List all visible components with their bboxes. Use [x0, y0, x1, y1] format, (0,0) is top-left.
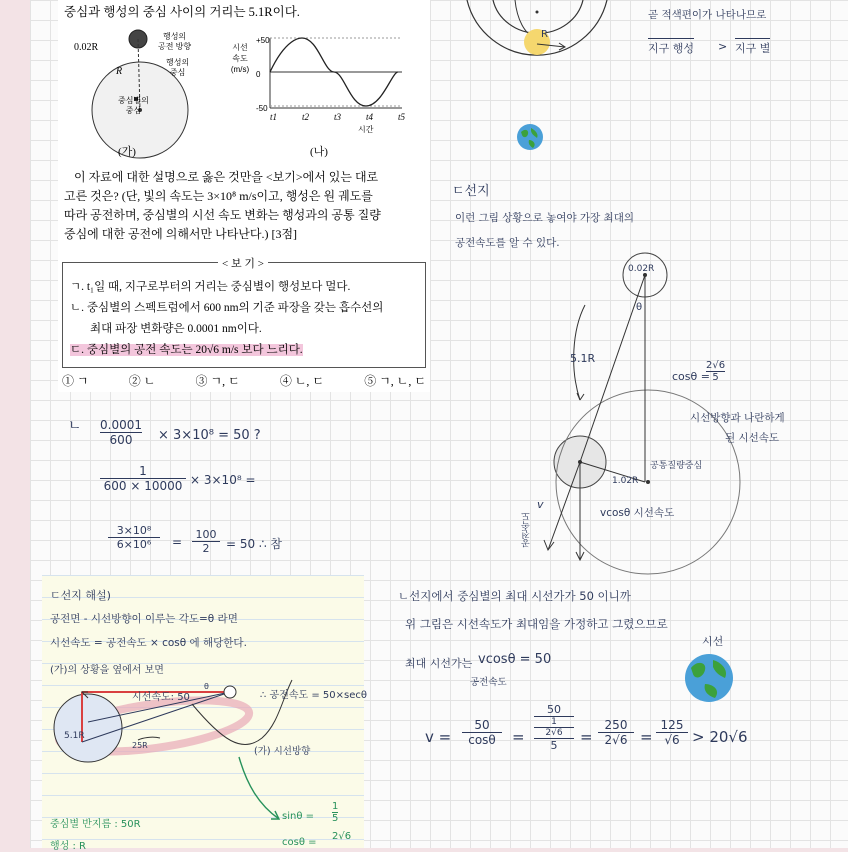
question-line: 따라 공전하며, 중심별의 시선 속도 변화는 행성과의 공통 질량: [64, 208, 381, 222]
frac1: [100, 418, 142, 447]
na-x-tick: t5: [398, 112, 406, 122]
r002-label: 0.02R: [628, 264, 655, 274]
redshift-note: 곧 적색편이가 나타나므로: [648, 9, 767, 21]
small-r-label: R: [541, 29, 548, 40]
question-line: 이 자료에 대한 설명으로 옳은 것만을 <보기>에서 있는 대로: [74, 170, 379, 184]
br-line3-sub: 공전속도: [470, 677, 507, 688]
eq3-br: =: [640, 728, 653, 746]
planet-radius: 행성 : R: [50, 841, 86, 852]
f1: [462, 718, 502, 747]
na-x-tick: t2: [302, 112, 310, 122]
f3-den: 2√6: [598, 732, 634, 747]
f4: [656, 718, 688, 747]
sticky-note: [42, 575, 367, 852]
frac2: [100, 464, 186, 493]
choice-3[interactable]: ③ ㄱ, ㄷ: [195, 374, 240, 388]
compare-op: >: [718, 40, 728, 53]
br-line3-b: vcosθ = 50: [478, 652, 552, 667]
cm-label: 공통질량중심: [650, 461, 703, 471]
bogi-title: < 보 기 >: [218, 255, 268, 271]
question-line: 중심에 대한 공전에 의해서만 나타난다.) [3점]: [64, 227, 298, 241]
side-note-2: 된 시선속도: [725, 432, 780, 444]
result-true: = 50 ∴ 참: [226, 537, 282, 551]
frac2-num: 1: [139, 464, 147, 478]
frac4: [192, 528, 220, 555]
r51-label: 5.1R: [570, 352, 596, 365]
f2: [534, 703, 574, 752]
theta-label: θ: [636, 302, 643, 313]
printed-problem: [58, 0, 430, 392]
bogi-list: [70, 277, 383, 361]
f3: [598, 718, 634, 747]
cos-den: 5: [706, 371, 725, 383]
sticky-r51: 5.1R: [64, 731, 85, 741]
choice-5[interactable]: ⑤ ㄱ, ㄴ, ㄷ: [364, 374, 426, 388]
cos-num-sticky: 2√6: [332, 831, 352, 842]
pink-highlight: ㄷ. 중심별의 공전 속도는 20√6 m/s 보다 느리다.: [70, 344, 303, 356]
earth-icon: [515, 122, 545, 152]
times2: × 3×10⁸ =: [190, 473, 256, 487]
na-x-tick: t3: [334, 112, 342, 122]
choice-row: [62, 372, 426, 389]
orbit-diagram-top: [465, 0, 615, 90]
v-sub-label: 공전속도: [522, 512, 532, 548]
sticky-dir: (가) 시선방향: [254, 746, 311, 757]
caption-na: (나): [310, 146, 328, 158]
r-big-label: R: [116, 66, 123, 77]
times1: × 3×10⁸ = 50 ?: [158, 428, 261, 443]
sec-note: ∴ 공전속도 = 50×secθ: [260, 690, 367, 701]
na-x-label: 시간: [358, 125, 374, 134]
green-arrow: [237, 755, 297, 835]
sticky-line2: 시선속도 = 공전속도 × cosθ 에 해당한다.: [50, 637, 247, 649]
label-l: ㄴ: [68, 418, 82, 434]
eq2: =: [580, 728, 593, 746]
f2-mid-den: 2√6: [534, 727, 574, 738]
bogi-item-c: [70, 340, 383, 361]
f2-num: 50: [547, 703, 561, 716]
planet-center-label: 행성의 중심: [166, 58, 190, 77]
question-line: 고른 것은? (단, 빛의 속도는 3×10⁸ m/s이고, 행성은 원 궤도를: [64, 189, 373, 203]
star-center-label: 중심별의 중심: [118, 96, 149, 115]
eq3: =: [172, 535, 183, 549]
sticky-line3: (가)의 상황을 옆에서 보면: [50, 665, 164, 676]
r102-label: 1.02R: [612, 476, 639, 486]
v-label: v: [537, 498, 544, 511]
sticky-title: ㄷ선지 해설): [50, 589, 111, 602]
sin-frac: [332, 801, 338, 824]
frac3-num: 3×10⁸: [116, 524, 152, 537]
star-radius: 중심별 반지름 : 50R: [50, 819, 141, 830]
sticky-line1: 공전면 - 시선방향이 이루는 각도=θ 라면: [50, 613, 238, 625]
eq1: =: [512, 728, 525, 746]
problem-top-line: 중심과 행성의 중심 사이의 거리는 5.1R이다.: [64, 5, 300, 19]
sunji-line2: 공전속도를 알 수 있다.: [455, 237, 560, 249]
frac2-den: 600 × 10000: [100, 478, 186, 493]
final-result: > 20√6: [692, 728, 748, 746]
cos-num: 2√6: [706, 360, 726, 371]
sticky-theta: θ: [204, 682, 209, 691]
na-y-tick: 0: [256, 70, 261, 79]
na-y-tick: +50: [256, 36, 270, 45]
cos-frac: [706, 360, 725, 383]
br-line2: 위 그림은 시선속도가 최대임을 가정하고 그렸으므로: [405, 617, 668, 631]
los-label: 시선속도: 50: [132, 692, 190, 703]
na-x-tick: t4: [366, 112, 374, 122]
sticky-r25: 25R: [132, 741, 148, 750]
vcos-label: vcosθ 시선속도: [600, 507, 675, 519]
f1-den: cosθ: [462, 732, 502, 747]
choice-2[interactable]: ② ㄴ: [128, 374, 156, 388]
compare-a: 지구 행성: [648, 38, 694, 56]
na-x-tick: t1: [270, 112, 278, 122]
f1-num: 50: [474, 718, 490, 732]
frac4-num: 100: [195, 528, 217, 541]
f4-den: √6: [656, 732, 688, 747]
choice-4[interactable]: ④ ㄴ, ㄷ: [279, 374, 325, 388]
br-line1: ㄴ선지에서 중심별의 최대 시선가가 50 이니까: [398, 589, 631, 603]
cos-lhs-sticky: cosθ =: [282, 837, 317, 848]
f4-num: 125: [660, 718, 684, 732]
earth-label: 시선: [702, 635, 724, 648]
sin-lhs: sinθ =: [282, 811, 315, 822]
f2-mid-num: 1: [534, 716, 574, 727]
compare-b: 지구 별: [735, 38, 770, 56]
bogi-item-b: ㄴ. 중심별의 스펙트럼에서 600 nm의 기준 파장을 갖는 흡수선의: [70, 302, 384, 314]
sunji-title: ㄷ선지: [452, 184, 490, 199]
frac3: [108, 524, 160, 551]
sunji-line1: 이런 그림 상황으로 놓여야 가장 최대의: [455, 212, 634, 224]
eq-v: v =: [425, 728, 452, 746]
na-y-tick: -50: [256, 104, 268, 113]
choice-1[interactable]: ① ㄱ: [62, 374, 89, 388]
frac1-num: 0.0001: [100, 418, 142, 432]
earth-icon-large: [683, 652, 735, 704]
na-y-title: 시선 속도 (m/s): [230, 43, 250, 74]
sin-num: 1: [332, 801, 339, 812]
cos-lhs: cosθ =: [672, 370, 710, 383]
caption-ga: (가): [118, 146, 136, 158]
frac4-den: 2: [192, 541, 220, 555]
r-small-label: 0.02R: [74, 42, 99, 53]
planet-orbit-label: 행성의 공전 방향: [158, 32, 192, 51]
f2-den: 5: [534, 738, 574, 752]
bogi-item-a: ㄱ. t₁일 때, 지구로부터의 거리는 중심별이 행성보다 멀다.: [70, 281, 351, 293]
sin-den: 5: [332, 813, 339, 824]
question-text: [64, 168, 381, 244]
side-note-1: 시선방향과 나란하게: [690, 412, 785, 424]
frac3-den: 6×10⁶: [108, 537, 160, 551]
br-line3-a: 최대 시선가는: [405, 657, 473, 670]
f3-num: 250: [604, 718, 628, 732]
frac1-den: 600: [100, 432, 142, 447]
bogi-item-b-cont: 최대 파장 변화량은 0.0001 nm이다.: [90, 323, 262, 335]
